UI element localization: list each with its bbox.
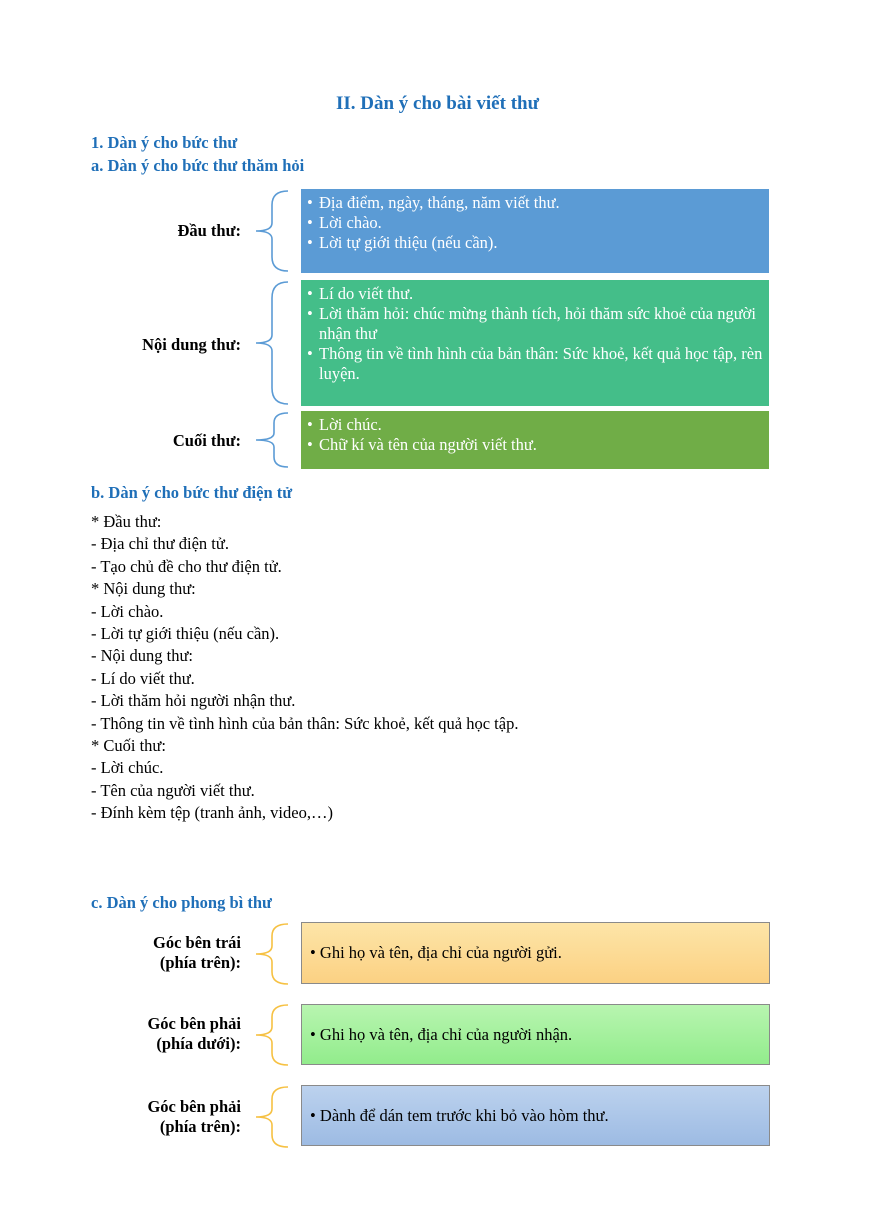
letter-opening-box (301, 189, 769, 273)
section-c-heading: c. Dàn ý cho phong bì thư (91, 893, 272, 912)
brace-icon (252, 1085, 292, 1149)
letter-closing-label: Cuối thư: (172, 431, 241, 450)
list-item: - Nội dung thư: (91, 646, 193, 666)
list-item: • Thông tin về tình hình của bản thân: Sức khoẻ, kết quả học tập, rèn luyện. (307, 344, 763, 384)
section-b-heading: b. Dàn ý cho bức thư điện tử (91, 483, 293, 502)
list-item: • Chữ kí và tên của người viết thư. (307, 435, 763, 455)
list-item: - Lời thăm hỏi người nhận thư. (91, 691, 296, 711)
list-item: • Lời chào. (307, 213, 763, 233)
list-item: • Lời chúc. (307, 415, 763, 435)
list-item: • Địa điểm, ngày, tháng, năm viết thư. (307, 193, 763, 213)
section-a-heading: a. Dàn ý cho bức thư thăm hỏi (91, 156, 305, 175)
envelope-sender-box (301, 922, 770, 984)
letter-opening-label: Đầu thư: (177, 221, 241, 240)
list-item: - Lời tự giới thiệu (nếu cần). (91, 624, 280, 644)
brace-icon (252, 922, 292, 986)
list-item: - Tên của người viết thư. (91, 780, 255, 800)
list-item: - Địa chỉ thư điện tử. (91, 534, 229, 554)
envelope-top-right-label (147, 1097, 241, 1137)
letter-body-label: Nội dung thư: (142, 335, 241, 354)
list-item: - Tạo chủ đề cho thư điện tử. (91, 556, 282, 576)
list-item: - Lời chào. (91, 601, 164, 621)
label-line: Góc bên phải (147, 1097, 241, 1116)
label-line: (phía trên): (159, 1117, 241, 1136)
brace-icon (252, 1003, 292, 1067)
list-item: * Nội dung thư: (91, 579, 196, 599)
section-1-heading: 1. Dàn ý cho bức thư (91, 133, 238, 152)
brace-icon (252, 411, 292, 469)
brace-icon (252, 280, 292, 406)
list-item: - Đính kèm tệp (tranh ảnh, video,…) (91, 803, 333, 823)
envelope-stamp-text: • Dành để dán tem trước khi bỏ vào hòm thư. (310, 1105, 609, 1125)
envelope-stamp-box (301, 1085, 770, 1146)
letter-closing-box (301, 411, 769, 469)
label-line: (phía dưới): (156, 1034, 241, 1053)
list-item: - Lời chúc. (91, 758, 164, 778)
envelope-sender-text: • Ghi họ và tên, địa chỉ của người gửi. (310, 943, 562, 962)
label-line: (phía trên): (159, 953, 241, 972)
page-title: II. Dàn ý cho bài viết thư (335, 93, 539, 114)
envelope-recipient-text: • Ghi họ và tên, địa chỉ của người nhận. (310, 1024, 573, 1044)
letter-body-box (301, 280, 769, 406)
list-item: * Cuối thư: (91, 736, 166, 756)
envelope-recipient-box (301, 1004, 770, 1065)
envelope-bottom-right-label (147, 1014, 241, 1054)
label-line: Góc bên trái (153, 933, 241, 952)
list-item: • Lí do viết thư. (307, 284, 763, 304)
list-item: - Thông tin về tình hình của bản thân: Sức khoẻ, kết quả học tập. (91, 713, 519, 733)
list-item: - Lí do viết thư. (91, 668, 195, 688)
list-item: • Lời tự giới thiệu (nếu cần). (307, 233, 763, 253)
label-line: Góc bên phải (147, 1014, 241, 1033)
list-item: * Đầu thư: (91, 512, 162, 531)
email-outline-list (91, 511, 518, 825)
list-item: • Lời thăm hỏi: chúc mừng thành tích, hỏi thăm sức khoẻ của người nhận thư (307, 304, 763, 344)
envelope-top-left-label (153, 933, 241, 973)
brace-icon (252, 189, 292, 273)
